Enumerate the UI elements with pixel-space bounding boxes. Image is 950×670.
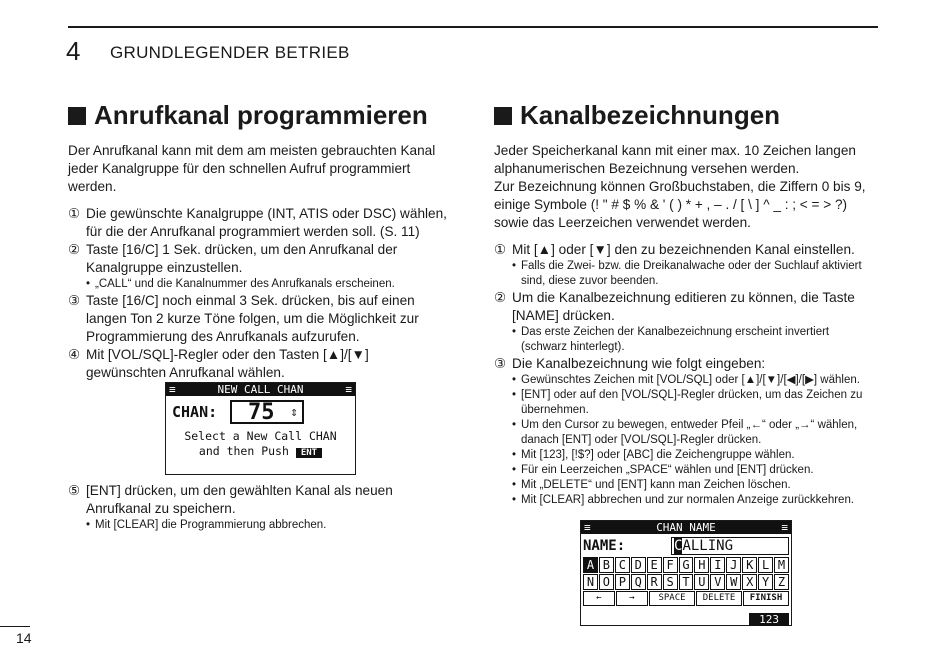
right-step-3 <box>494 355 878 373</box>
right-heading-text: Kanalbezeichnungen <box>520 100 781 130</box>
char-cell[interactable]: Z <box>774 574 789 590</box>
note-text: Mit [123], [!$?] oder [ABC] die Zeichengruppe wählen. <box>521 449 795 461</box>
note-text: Gewünschtes Zeichen mit [VOL/SQL] oder [▲]/[▼]/[◀]/[▶] wählen. <box>521 374 860 386</box>
right-step-3-note: • Mit [123], [!$?] oder [ABC] die Zeichengruppe wählen. <box>512 448 878 463</box>
finish-button[interactable]: FINISH <box>743 591 789 606</box>
char-cell[interactable]: G <box>679 557 694 573</box>
cursor-char: C <box>674 538 683 554</box>
left-step-5-note: • Mit [CLEAR] die Programmierung abbrechen. <box>86 518 452 533</box>
left-intro: Der Anrufkanal kann mit dem am meisten gebrauchten Kanal jeder Kanalgruppe für den schnellen Aufruf programmiert werden. <box>68 143 436 194</box>
char-cell[interactable]: T <box>679 574 694 590</box>
char-cell[interactable]: Q <box>631 574 646 590</box>
mode-row <box>581 608 789 627</box>
step-number: ③ <box>494 356 507 371</box>
step-text: [ENT] drücken, um den gewählten Kanal als neuen Anrufkanal zu speichern. <box>86 483 393 516</box>
chan-row <box>172 400 355 424</box>
chan-label: CHAN: <box>172 403 218 421</box>
menu-icon: ≡ <box>169 383 176 396</box>
heading-square-icon <box>494 107 512 125</box>
step-number: ② <box>494 290 507 305</box>
left-step-1 <box>68 205 452 241</box>
char-cell[interactable]: I <box>710 557 725 573</box>
new-call-chan-display <box>165 382 356 475</box>
step-text: Um die Kanalbezeichnung editieren zu können, die Taste [NAME] drücken. <box>512 290 855 323</box>
char-cell[interactable]: U <box>694 574 709 590</box>
menu-icon: ≡ <box>345 383 352 396</box>
right-step-3-note: • Um den Cursor zu bewegen, entweder Pfeil „←“ oder „→“ wählen, danach [ENT] oder [VOL/SQL]-Regler drücken. <box>512 418 878 448</box>
delete-button[interactable]: DELETE <box>696 591 742 606</box>
right-step-3-note: • Mit [CLEAR] abbrechen und zur normalen Anzeige zurückkehren. <box>512 493 878 508</box>
note-text: Mit [CLEAR] abbrechen und zur normalen Anzeige zurückkehren. <box>521 494 855 506</box>
char-cell[interactable]: F <box>663 557 678 573</box>
char-cell[interactable]: V <box>710 574 725 590</box>
chan-name-display <box>580 520 792 626</box>
right-step-2 <box>494 289 878 325</box>
step-number: ② <box>68 242 81 257</box>
left-step-3 <box>68 292 452 346</box>
lcd-line-1: Select a New Call CHAN <box>184 429 337 443</box>
right-step-1 <box>494 241 878 259</box>
ent-key-icon: ENT <box>296 448 322 458</box>
right-step-3-note: • Mit „DELETE“ und [ENT] kann man Zeichen löschen. <box>512 478 878 493</box>
chan-value-box <box>230 400 304 424</box>
char-cell[interactable]: X <box>742 574 757 590</box>
note-text: Das erste Zeichen der Kanalbezeichnung erscheint invertiert (schwarz hinterlegt). <box>521 326 830 353</box>
note-text: [ENT] oder auf den [VOL/SQL]-Regler drücken, um das Zeichen zu übernehmen. <box>521 389 863 416</box>
left-step-2 <box>68 241 452 277</box>
note-text: Um den Cursor zu bewegen, entweder Pfeil „←“ oder „→“ wählen, danach [ENT] oder [VOL/SQL]-Regler drücken. <box>521 419 858 446</box>
step-number: ① <box>494 242 507 257</box>
right-step-3-note: • [ENT] oder auf den [VOL/SQL]-Regler drücken, um das Zeichen zu übernehmen. <box>512 388 878 418</box>
char-cell[interactable]: M <box>774 557 789 573</box>
note-text: Mit [CLEAR] die Programmierung abbrechen. <box>95 519 327 531</box>
name-label: NAME: <box>583 538 626 554</box>
note-text: Mit „DELETE“ und [ENT] kann man Zeichen löschen. <box>521 479 791 491</box>
left-heading <box>68 100 428 131</box>
menu-icon: ≡ <box>781 521 788 534</box>
step-text: Taste [16/C] 1 Sek. drücken, um den Anrufkanal der Kanalgruppe einzustellen. <box>86 242 398 275</box>
updown-arrow-icon: ⇕ <box>290 404 298 420</box>
right-step-3-note: • Gewünschtes Zeichen mit [VOL/SQL] oder [▲]/[▼]/[◀]/[▶] wählen. <box>512 373 878 388</box>
heading-square-icon <box>68 107 86 125</box>
lcd-title-bar <box>166 383 355 396</box>
char-cell[interactable]: A <box>583 557 598 573</box>
space-button[interactable]: SPACE <box>649 591 695 606</box>
page-number-rule <box>0 626 30 627</box>
char-cell[interactable]: P <box>615 574 630 590</box>
left-step-4 <box>68 346 452 382</box>
step-text: Taste [16/C] noch einmal 3 Sek. drücken, bis auf einen langen Ton 2 kurze Töne folgen, um die Möglichkeit zur Programmierung des Anrufkanals aufzurufen. <box>86 293 419 344</box>
chan-value: 75 <box>248 399 275 425</box>
right-intro-1: Jeder Speicherkanal kann mit einer max. 10 Zeichen langen alphanumerischen Bezeichnung versehen werden. <box>494 143 856 176</box>
char-cell[interactable]: B <box>599 557 614 573</box>
menu-icon: ≡ <box>584 521 591 534</box>
char-cell[interactable]: E <box>647 557 662 573</box>
cursor-right-button[interactable]: → <box>616 591 648 606</box>
char-cell[interactable]: D <box>631 557 646 573</box>
char-cell[interactable]: H <box>694 557 709 573</box>
step-number: ④ <box>68 347 81 362</box>
char-cell[interactable]: N <box>583 574 598 590</box>
step-number: ③ <box>68 293 81 308</box>
left-heading-text: Anrufkanal programmieren <box>94 100 428 130</box>
lcd-title-bar <box>581 521 791 534</box>
step-number: ① <box>68 206 81 221</box>
char-cell[interactable]: J <box>726 557 741 573</box>
name-field <box>671 537 789 555</box>
cursor-left-button[interactable]: ← <box>583 591 615 606</box>
left-column-bottom <box>68 482 452 533</box>
char-cell[interactable]: K <box>742 557 757 573</box>
note-text: Falls die Zwei- bzw. die Dreikanalwache oder der Suchlauf aktiviert sind, diese zuvor beenden. <box>521 260 862 287</box>
char-cell[interactable]: R <box>647 574 662 590</box>
name-rest: ALLING <box>682 538 734 554</box>
right-step-1-note: • Falls die Zwei- bzw. die Dreikanalwache oder der Suchlauf aktiviert sind, diese zuvor beenden. <box>512 259 878 289</box>
right-intro-2: Zur Bezeichnung können Großbuchstaben, die Ziffern 0 bis 9, einige Symbole (! " # $ % & ' ( ) * + , – . / [ \ ] ^ _ : ; < = > ?) sowie das Leerzeichen verwendet werden. <box>494 179 866 230</box>
char-cell[interactable]: Y <box>758 574 773 590</box>
char-cell[interactable]: O <box>599 574 614 590</box>
step-text: Mit [▲] oder [▼] den zu bezeichnenden Kanal einstellen. <box>512 242 855 257</box>
step-text: Die Kanalbezeichnung wie folgt eingeben: <box>512 356 766 371</box>
name-row <box>583 537 789 555</box>
lcd-title: CHAN NAME <box>656 521 716 534</box>
chapter-number: 4 <box>66 36 81 66</box>
lcd-button-row <box>583 591 789 606</box>
right-column <box>494 142 878 508</box>
char-cell[interactable]: C <box>615 557 630 573</box>
lcd-line-2-text: and then Push <box>198 444 289 458</box>
char-cell[interactable]: L <box>758 557 773 573</box>
note-text: Für ein Leerzeichen „SPACE“ wählen und [ENT] drücken. <box>521 464 814 476</box>
char-row-2 <box>583 574 789 590</box>
left-step-2-note: • „CALL“ und die Kanalnummer des Anrufkanals erscheinen. <box>86 277 452 292</box>
right-heading <box>494 100 780 131</box>
step-number: ⑤ <box>68 483 81 498</box>
char-cell[interactable]: W <box>726 574 741 590</box>
char-mode-indicator[interactable]: 123 <box>749 613 789 626</box>
page-number: 14 <box>16 630 32 646</box>
step-text: Die gewünschte Kanalgruppe (INT, ATIS oder DSC) wählen, für die der Anrufkanal programmiert werden soll. (S. 11) <box>86 206 447 239</box>
chapter-title: GRUNDLEGENDER BETRIEB <box>110 43 350 62</box>
left-column <box>68 142 452 382</box>
right-step-2-note: • Das erste Zeichen der Kanalbezeichnung erscheint invertiert (schwarz hinterlegt). <box>512 325 878 355</box>
note-text: „CALL“ und die Kanalnummer des Anrufkanals erscheinen. <box>95 278 395 290</box>
step-text: Mit [VOL/SQL]-Regler oder den Tasten [▲]/[▼] gewünschten Anrufkanal wählen. <box>86 347 369 380</box>
lcd-line-2 <box>166 444 355 461</box>
left-step-5 <box>68 482 452 518</box>
header-rule <box>68 26 878 28</box>
lcd-title: NEW CALL CHAN <box>217 383 304 396</box>
char-row-1 <box>583 557 789 573</box>
char-cell[interactable]: S <box>663 574 678 590</box>
right-step-3-note: • Für ein Leerzeichen „SPACE“ wählen und [ENT] drücken. <box>512 463 878 478</box>
